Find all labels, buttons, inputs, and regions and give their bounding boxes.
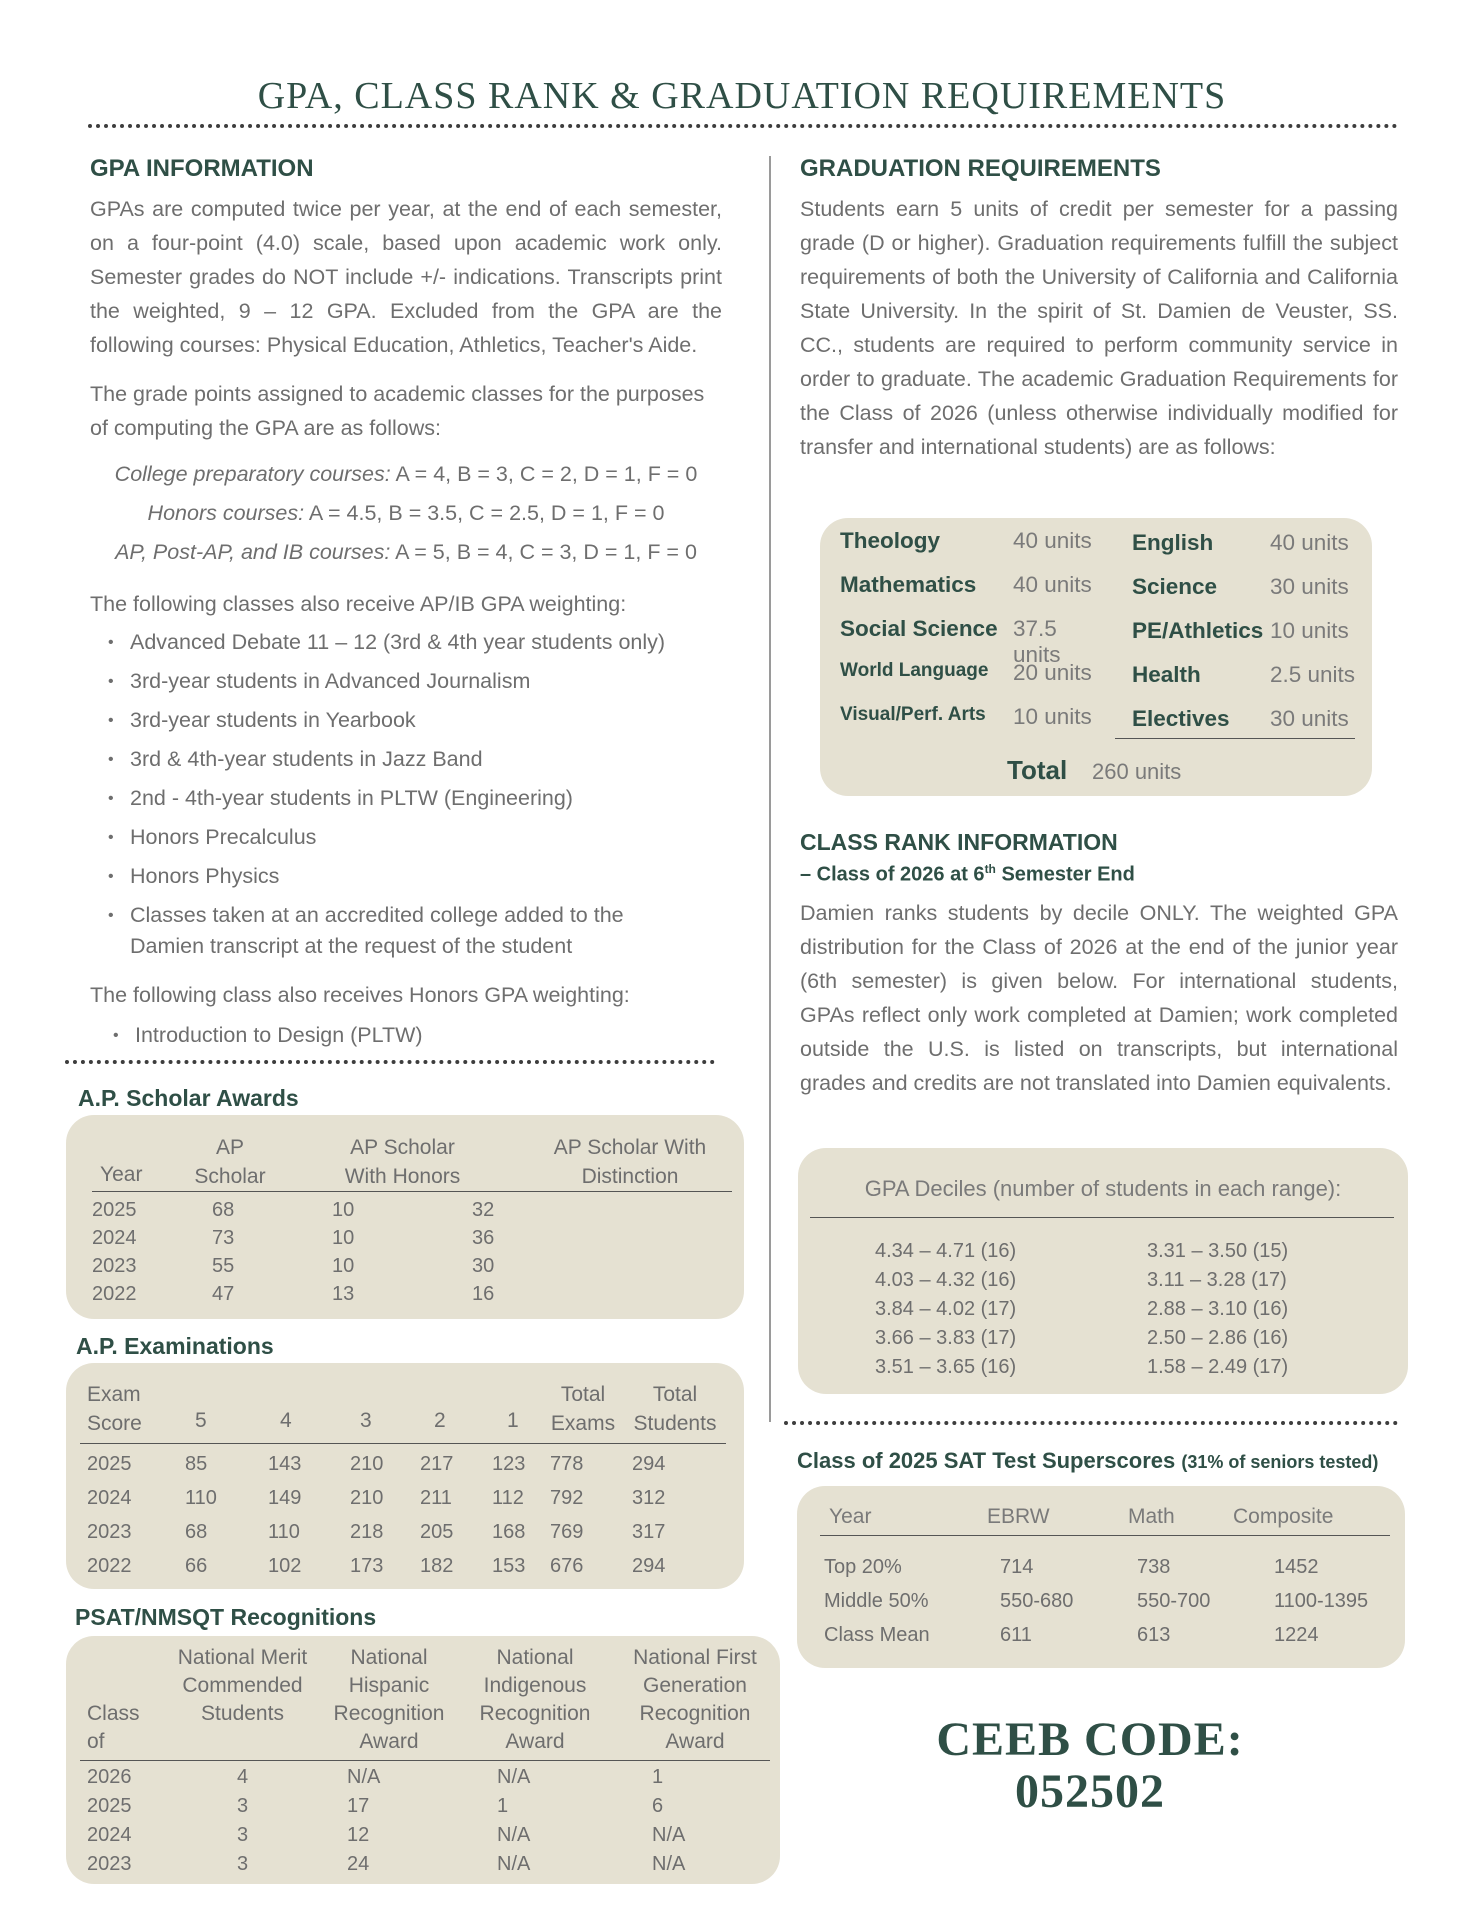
table-cell: 10 xyxy=(332,1227,355,1249)
rank-heading: CLASS RANK INFORMATION xyxy=(800,829,1118,855)
grad-row xyxy=(1132,574,1372,618)
units-value: 37.5 units xyxy=(1013,616,1061,667)
table-cell: 168 xyxy=(492,1521,526,1543)
units-value: 30 units xyxy=(1270,574,1349,599)
table-cell: N/A xyxy=(497,1766,531,1788)
table-cell: 613 xyxy=(1137,1624,1171,1646)
table-cell: 73 xyxy=(212,1227,235,1249)
units-value: 40 units xyxy=(1270,530,1349,555)
grad-row xyxy=(840,572,1110,616)
table-cell: 32 xyxy=(472,1199,495,1221)
table-cell: 85 xyxy=(185,1453,208,1475)
grad-row xyxy=(1132,530,1372,574)
scale-label: Honors courses: xyxy=(147,501,305,525)
decile-item: 3.51 – 3.65 (16) xyxy=(875,1356,1017,1378)
table-cell: 2025 xyxy=(92,1199,137,1221)
units-value: 40 units xyxy=(1013,572,1092,597)
ap-exams-col-5: 5 xyxy=(195,1409,207,1432)
table-cell: Top 20% xyxy=(824,1556,902,1578)
units-value: 10 units xyxy=(1013,704,1092,729)
left-divider xyxy=(65,1060,715,1064)
table-cell: 112 xyxy=(492,1487,524,1509)
table-cell: 2022 xyxy=(92,1283,137,1305)
ap-exams-heading: A.P. Examinations xyxy=(76,1333,274,1359)
grad-row xyxy=(840,528,1110,572)
ceeb-label: CEEB CODE: xyxy=(936,1713,1244,1766)
psat-rule xyxy=(80,1760,770,1761)
table-row xyxy=(87,1792,767,1821)
table-cell: 294 xyxy=(632,1555,666,1577)
table-row xyxy=(87,1821,767,1850)
table-cell: N/A xyxy=(652,1824,686,1846)
table-cell: 6 xyxy=(652,1795,664,1817)
table-cell: 211 xyxy=(420,1487,452,1509)
table-cell: 205 xyxy=(420,1521,454,1543)
deciles-rule xyxy=(810,1217,1394,1218)
subject-label: Science xyxy=(1132,574,1218,599)
table-row xyxy=(87,1515,727,1549)
table-cell: 778 xyxy=(550,1453,584,1475)
grad-total-rule xyxy=(1115,738,1355,739)
right-divider xyxy=(784,1421,1398,1425)
table-row xyxy=(87,1763,767,1792)
table-cell: 123 xyxy=(492,1453,526,1475)
table-cell: 13 xyxy=(332,1283,355,1305)
ap-exams-col-4: 4 xyxy=(280,1409,292,1432)
units-value: 2.5 units xyxy=(1270,662,1356,687)
units-value: 10 units xyxy=(1270,618,1349,643)
scale-values: A = 4.5, B = 3.5, C = 2.5, D = 1, F = 0 xyxy=(308,501,665,525)
table-cell: 4 xyxy=(237,1766,249,1788)
table-cell: 676 xyxy=(550,1555,584,1577)
table-cell: 68 xyxy=(185,1521,208,1543)
psat-heading: PSAT/NMSQT Recognitions xyxy=(75,1604,377,1630)
gpa-points-intro: The grade points assigned to academic classes for the purposes of computing the GPA are as follows: xyxy=(90,382,705,440)
psat-col-class: Class of xyxy=(87,1702,140,1753)
ap-exams-table xyxy=(87,1447,727,1583)
table-cell: N/A xyxy=(497,1824,531,1846)
list-item: • Classes taken at an accredited college added to the Damien transcript at the request of the student xyxy=(90,896,690,962)
table-cell: N/A xyxy=(497,1853,531,1875)
subject-label: Health xyxy=(1132,662,1201,687)
table-row xyxy=(92,1196,732,1224)
subject-label: Visual/Perf. Arts xyxy=(840,704,986,725)
table-cell: 55 xyxy=(212,1255,235,1277)
subheading-text: Semester End xyxy=(995,863,1135,886)
table-cell: 2022 xyxy=(87,1555,132,1577)
list-item: • Advanced Debate 11 – 12 (3rd & 4th year students only) xyxy=(90,623,690,662)
ap-scholar-col-scholar: AP Scholar xyxy=(194,1136,266,1188)
decile-item: 4.03 – 4.32 (16) xyxy=(875,1269,1017,1291)
sat-heading-line xyxy=(797,1448,1378,1474)
table-cell: N/A xyxy=(652,1853,686,1875)
psat-col-firstgen: National First Generation Recognition Award xyxy=(633,1646,757,1753)
scale-ap xyxy=(90,533,722,572)
ceeb-code: 052502 xyxy=(1015,1765,1165,1818)
table-cell: 153 xyxy=(492,1555,526,1577)
ap-exams-col-total-students: Total Students xyxy=(633,1383,717,1435)
ap-scholar-heading: A.P. Scholar Awards xyxy=(78,1085,299,1111)
list-item: • 3rd-year students in Yearbook xyxy=(90,701,690,740)
table-cell: 792 xyxy=(550,1487,584,1509)
table-cell: 1224 xyxy=(1274,1624,1319,1646)
table-cell: 173 xyxy=(350,1555,384,1577)
gpa-scales xyxy=(90,455,722,572)
ap-exams-col-score: Exam Score xyxy=(87,1383,142,1435)
subheading-sup: th xyxy=(984,862,996,876)
subject-label: English xyxy=(1132,530,1214,555)
table-cell: 218 xyxy=(350,1521,384,1543)
scale-values: A = 4, B = 3, C = 2, D = 1, F = 0 xyxy=(395,462,698,486)
gpa-intro: GPAs are computed twice per year, at the end of each semester, on a four-point (4.0) scale, based upon academic work only. Semester grades do NOT include +/- indications. Transcripts print the weighted, 9 – 12 GPA. Excluded from the GPA are the following courses: Physical Education, Athletics, Teacher's Aide. xyxy=(90,197,722,357)
decile-item: 2.88 – 3.10 (16) xyxy=(1147,1298,1289,1320)
table-cell: 36 xyxy=(472,1227,495,1249)
decile-item: 4.34 – 4.71 (16) xyxy=(875,1240,1017,1262)
rank-subheading xyxy=(800,862,1135,887)
list-item: • 2nd - 4th-year students in PLTW (Engineering) xyxy=(90,779,690,818)
decile-item: 2.50 – 2.86 (16) xyxy=(1147,1327,1289,1349)
table-cell: 769 xyxy=(550,1521,584,1543)
table-cell: 2024 xyxy=(87,1487,132,1509)
table-cell: 110 xyxy=(185,1487,217,1509)
table-cell: 1 xyxy=(497,1795,509,1817)
subject-label: Mathematics xyxy=(840,572,977,597)
grad-row xyxy=(1132,662,1372,706)
table-cell: 714 xyxy=(1000,1556,1034,1578)
table-cell: 10 xyxy=(332,1199,355,1221)
table-cell: 68 xyxy=(212,1199,235,1221)
sat-table xyxy=(824,1550,1384,1652)
grad-row xyxy=(840,704,1110,748)
sat-heading: Class of 2025 SAT Test Superscores xyxy=(797,1448,1176,1473)
table-cell: 110 xyxy=(268,1521,300,1543)
ap-scholar-col-distinction: AP Scholar With Distinction xyxy=(553,1136,707,1188)
grad-row xyxy=(1132,618,1372,662)
table-cell: 143 xyxy=(268,1453,302,1475)
table-cell: 317 xyxy=(632,1521,666,1543)
ap-scholar-rule xyxy=(92,1191,732,1192)
table-cell: 16 xyxy=(472,1283,495,1305)
decile-item: 1.58 – 2.49 (17) xyxy=(1147,1356,1289,1378)
deciles-right xyxy=(1147,1237,1288,1382)
psat-col-merit: National Merit Commended Students xyxy=(177,1646,308,1725)
ap-exams-col-3: 3 xyxy=(360,1409,372,1432)
decile-item: 3.31 – 3.50 (15) xyxy=(1147,1240,1289,1262)
scale-honors xyxy=(90,494,722,533)
list-item: • Honors Precalculus xyxy=(90,818,690,857)
table-row xyxy=(87,1549,727,1583)
table-cell: 210 xyxy=(350,1453,384,1475)
sat-col-ebrw: EBRW xyxy=(987,1505,1050,1528)
grad-row xyxy=(840,616,1110,667)
subject-label: Social Science xyxy=(840,616,998,641)
deciles-left xyxy=(875,1237,1016,1382)
grad-text: Students earn 5 units of credit per semester for a passing grade (D or higher). Graduation requirements fulfill the subject requirements of both the University of California and California State University. In the spirit of St. Damien de Veuster, SS. CC., students are required to perform community service in order to graduate. The academic Graduation Requirements for the Class of 2026 (unless otherwise individually modified for transfer and international students) are as follows: xyxy=(800,197,1398,459)
table-row xyxy=(87,1850,767,1879)
psat-col-hispanic: National Hispanic Recognition Award xyxy=(333,1646,445,1753)
table-cell: 312 xyxy=(632,1487,666,1509)
honors-list xyxy=(95,1016,695,1055)
table-cell: 1 xyxy=(652,1766,664,1788)
table-cell: 149 xyxy=(268,1487,302,1509)
table-cell: 738 xyxy=(1137,1556,1171,1578)
sat-col-math: Math xyxy=(1128,1505,1175,1528)
list-item: • 3rd & 4th-year students in Jazz Band xyxy=(90,740,690,779)
table-cell: 182 xyxy=(420,1555,454,1577)
table-cell: 2024 xyxy=(87,1824,132,1846)
subject-label: Theology xyxy=(840,528,940,553)
table-cell: N/A xyxy=(347,1766,381,1788)
decile-item: 3.84 – 4.02 (17) xyxy=(875,1298,1017,1320)
ap-exams-col-1: 1 xyxy=(507,1409,519,1432)
units-value: 40 units xyxy=(1013,528,1092,553)
table-cell: 2025 xyxy=(87,1453,132,1475)
grad-row xyxy=(1132,706,1372,750)
scale-label: College preparatory courses: xyxy=(114,462,391,486)
grad-left-column xyxy=(840,528,1110,748)
sat-col-composite: Composite xyxy=(1233,1505,1334,1528)
ap-exams-col-total-exams: Total Exams xyxy=(550,1383,616,1435)
ceeb-block xyxy=(900,1714,1280,1818)
grad-row xyxy=(840,660,1110,704)
ap-exams-col-2: 2 xyxy=(434,1409,446,1432)
table-row xyxy=(92,1280,732,1308)
table-row xyxy=(87,1447,727,1481)
table-cell: 550-680 xyxy=(1000,1590,1074,1612)
table-cell: 1100-1395 xyxy=(1274,1590,1369,1612)
units-value: 30 units xyxy=(1270,706,1349,731)
table-cell: 2024 xyxy=(92,1227,137,1249)
table-cell: 2026 xyxy=(87,1766,132,1788)
subheading-text: – Class of 2026 at 6 xyxy=(800,863,985,886)
scale-label: AP, Post-AP, and IB courses: xyxy=(115,540,391,564)
table-row xyxy=(824,1618,1384,1652)
table-cell: 17 xyxy=(347,1795,370,1817)
ap-scholar-col-honors: AP Scholar With Honors xyxy=(344,1136,461,1188)
table-row xyxy=(87,1481,727,1515)
table-cell: 30 xyxy=(472,1255,495,1277)
table-cell: 611 xyxy=(1000,1624,1032,1646)
table-cell: 1452 xyxy=(1274,1556,1319,1578)
table-cell: 2023 xyxy=(87,1521,132,1543)
table-cell: 2025 xyxy=(87,1795,132,1817)
units-value: 20 units xyxy=(1013,660,1092,685)
apib-list xyxy=(90,623,690,962)
decile-item: 3.66 – 3.83 (17) xyxy=(875,1327,1017,1349)
subject-label: World Language xyxy=(840,660,989,681)
table-row xyxy=(92,1252,732,1280)
decile-item: 3.11 – 3.28 (17) xyxy=(1147,1269,1287,1291)
rank-text: Damien ranks students by decile ONLY. The weighted GPA distribution for the Class of 2026 at the end of the junior year (6th semester) is given below. For international students, GPAs reflect only work completed at Damien; work completed outside the U.S. is listed on transcripts, but international grades and credits are not translated into Damien equivalents. xyxy=(800,901,1398,1095)
list-item: • Honors Physics xyxy=(90,857,690,896)
list-item: • Introduction to Design (PLTW) xyxy=(95,1016,695,1055)
table-cell: Class Mean xyxy=(824,1624,930,1646)
table-row xyxy=(92,1224,732,1252)
sat-col-year: Year xyxy=(829,1505,872,1528)
gpa-heading: GPA INFORMATION xyxy=(90,155,314,182)
table-cell: 2023 xyxy=(87,1853,132,1875)
psat-col-indigenous: National Indigenous Recognition Award xyxy=(479,1646,591,1753)
table-cell: 210 xyxy=(350,1487,384,1509)
ap-scholar-col-year: Year xyxy=(100,1163,143,1186)
grad-total-units: 260 units xyxy=(1092,759,1182,784)
table-cell: 3 xyxy=(237,1853,249,1875)
table-cell: 47 xyxy=(212,1283,235,1305)
table-cell: 2023 xyxy=(92,1255,137,1277)
scale-college-prep xyxy=(90,455,722,494)
table-cell: 3 xyxy=(237,1824,249,1846)
grad-total-label: Total xyxy=(1007,755,1068,785)
ap-exams-rule xyxy=(80,1443,726,1444)
honors-intro: The following class also receives Honors GPA weighting: xyxy=(90,983,630,1007)
table-row xyxy=(824,1550,1384,1584)
subject-label: PE/Athletics xyxy=(1132,618,1264,643)
table-cell: 217 xyxy=(420,1453,454,1475)
table-cell: 12 xyxy=(347,1824,370,1846)
table-cell: 550-700 xyxy=(1137,1590,1211,1612)
table-row xyxy=(824,1584,1384,1618)
apib-intro: The following classes also receive AP/IB GPA weighting: xyxy=(90,592,627,616)
ap-scholar-table xyxy=(92,1196,732,1308)
sat-note: (31% of seniors tested) xyxy=(1181,1452,1379,1472)
deciles-title: GPA Deciles (number of students in each range): xyxy=(864,1176,1342,1201)
table-cell: 294 xyxy=(632,1453,666,1475)
grad-heading: GRADUATION REQUIREMENTS xyxy=(800,155,1161,182)
table-cell: 3 xyxy=(237,1795,249,1817)
table-cell: 24 xyxy=(347,1853,370,1875)
table-cell: 102 xyxy=(268,1555,302,1577)
list-item: • 3rd-year students in Advanced Journalism xyxy=(90,662,690,701)
scale-values: A = 5, B = 4, C = 3, D = 1, F = 0 xyxy=(395,540,697,564)
page-title: GPA, CLASS RANK & GRADUATION REQUIREMENTS xyxy=(257,75,1227,117)
title-divider xyxy=(88,124,1398,128)
column-divider xyxy=(769,156,771,1422)
sat-rule xyxy=(820,1535,1390,1536)
psat-table xyxy=(87,1763,767,1879)
grad-right-column xyxy=(1132,530,1372,750)
table-cell: Middle 50% xyxy=(824,1590,929,1612)
table-cell: 66 xyxy=(185,1555,208,1577)
subject-label: Electives xyxy=(1132,706,1230,731)
table-cell: 10 xyxy=(332,1255,355,1277)
